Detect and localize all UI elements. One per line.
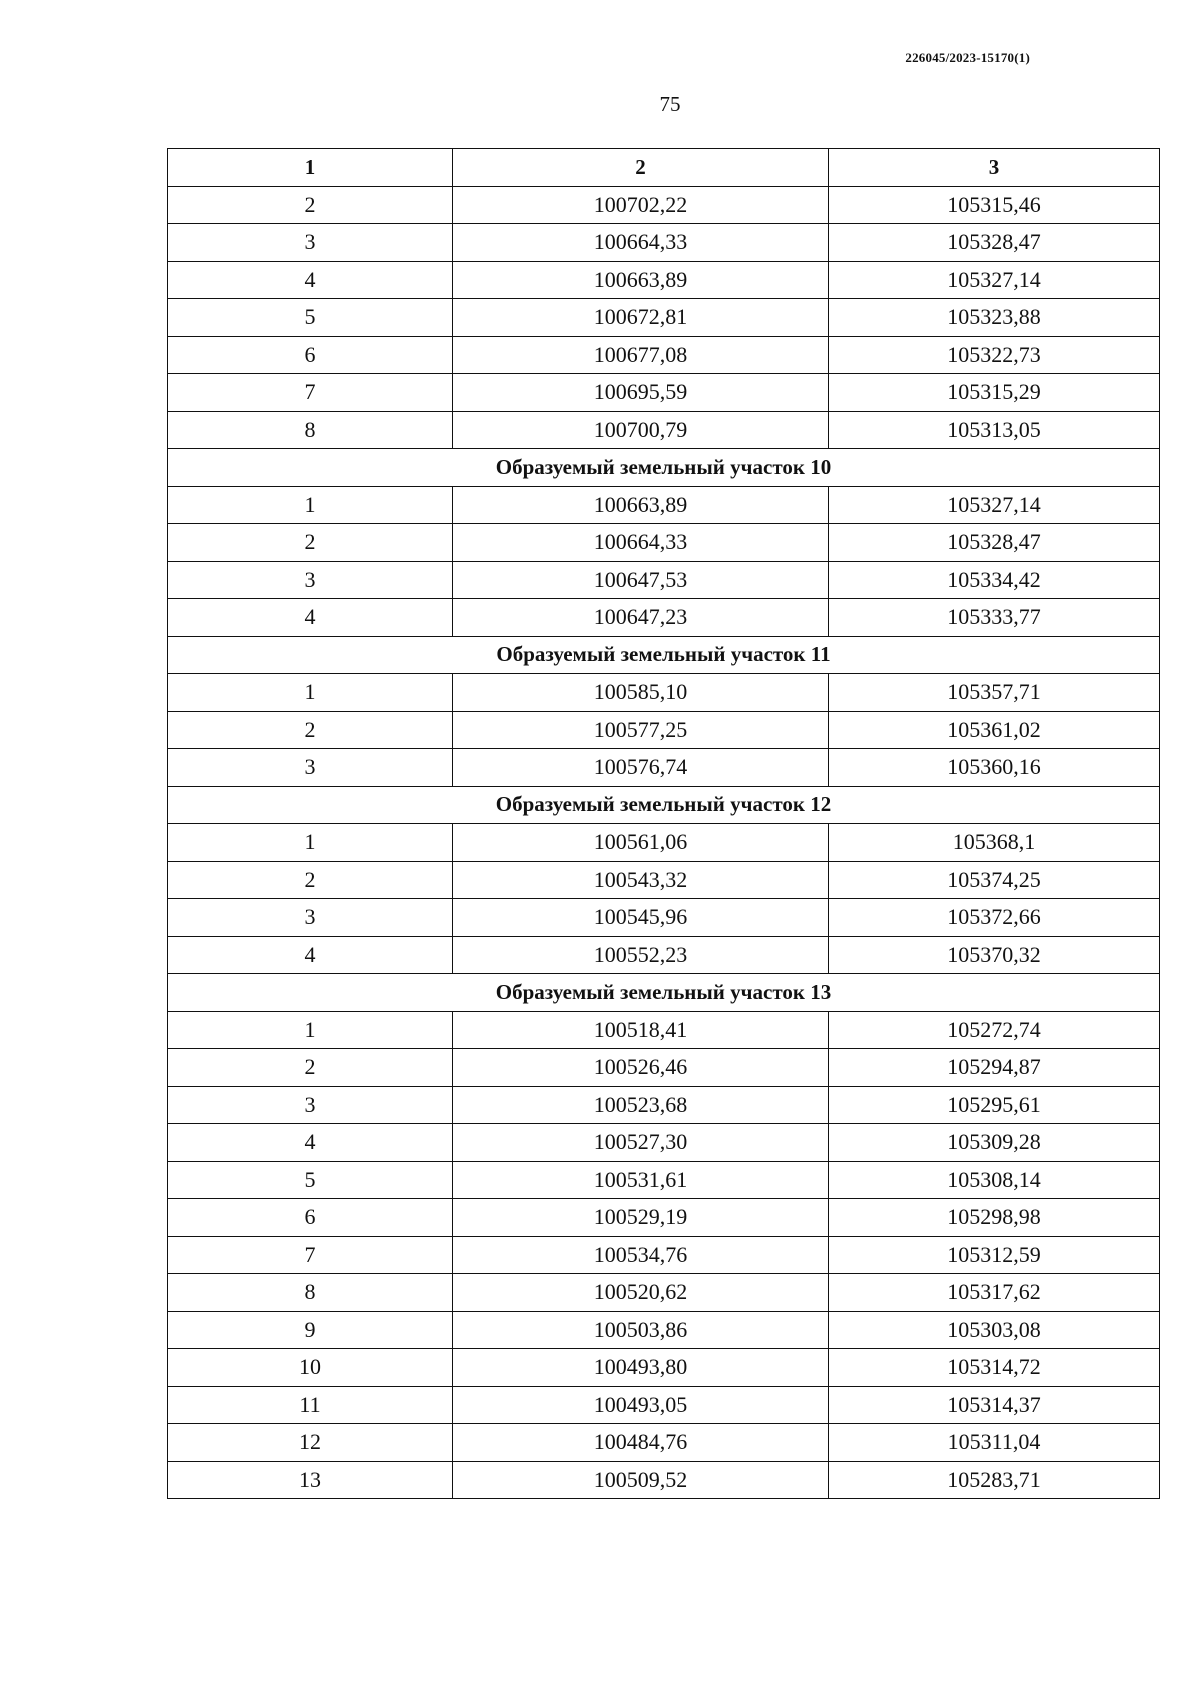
point-number-cell: 6	[168, 336, 453, 374]
table-row	[168, 1011, 1160, 1049]
y-coordinate-cell: 105309,28	[829, 1124, 1160, 1162]
y-coordinate-cell: 105315,29	[829, 374, 1160, 412]
table-row	[168, 374, 1160, 412]
x-coordinate-cell: 100552,23	[453, 936, 829, 974]
point-number-cell: 8	[168, 411, 453, 449]
x-coordinate-cell: 100493,80	[453, 1349, 829, 1387]
table-row	[168, 674, 1160, 712]
y-coordinate-cell: 105361,02	[829, 711, 1160, 749]
y-coordinate-cell: 105374,25	[829, 861, 1160, 899]
table-row	[168, 1124, 1160, 1162]
table-row	[168, 1086, 1160, 1124]
x-coordinate-cell: 100523,68	[453, 1086, 829, 1124]
point-number-cell: 3	[168, 899, 453, 937]
table-row	[168, 561, 1160, 599]
x-coordinate-cell: 100527,30	[453, 1124, 829, 1162]
section-title: Образуемый земельный участок 11	[168, 636, 1160, 674]
point-number-cell: 2	[168, 1049, 453, 1087]
x-coordinate-cell: 100531,61	[453, 1161, 829, 1199]
table-row	[168, 224, 1160, 262]
point-number-cell: 5	[168, 299, 453, 337]
table-row	[168, 899, 1160, 937]
table-row	[168, 861, 1160, 899]
section-row	[168, 449, 1160, 487]
y-coordinate-cell: 105298,98	[829, 1199, 1160, 1237]
point-number-cell: 4	[168, 599, 453, 637]
table-row	[168, 1274, 1160, 1312]
table-row	[168, 261, 1160, 299]
y-coordinate-cell: 105303,08	[829, 1311, 1160, 1349]
section-row	[168, 636, 1160, 674]
table-header	[168, 149, 1160, 187]
point-number-cell: 13	[168, 1461, 453, 1499]
y-coordinate-cell: 105317,62	[829, 1274, 1160, 1312]
x-coordinate-cell: 100529,19	[453, 1199, 829, 1237]
point-number-cell: 1	[168, 486, 453, 524]
y-coordinate-cell: 105322,73	[829, 336, 1160, 374]
table-row	[168, 1349, 1160, 1387]
y-coordinate-cell: 105370,32	[829, 936, 1160, 974]
page-number: 75	[659, 92, 681, 116]
point-number-cell: 2	[168, 186, 453, 224]
x-coordinate-cell: 100545,96	[453, 899, 829, 937]
point-number-cell: 6	[168, 1199, 453, 1237]
x-coordinate-cell: 100663,89	[453, 261, 829, 299]
point-number-cell: 7	[168, 374, 453, 412]
y-coordinate-cell: 105334,42	[829, 561, 1160, 599]
table-row	[168, 1199, 1160, 1237]
table-row	[168, 186, 1160, 224]
x-coordinate-cell: 100518,41	[453, 1011, 829, 1049]
y-coordinate-cell: 105283,71	[829, 1461, 1160, 1499]
table-row	[168, 1049, 1160, 1087]
section-title: Образуемый земельный участок 10	[168, 449, 1160, 487]
y-coordinate-cell: 105372,66	[829, 899, 1160, 937]
y-coordinate-cell: 105328,47	[829, 524, 1160, 562]
x-coordinate-cell: 100509,52	[453, 1461, 829, 1499]
x-coordinate-cell: 100503,86	[453, 1311, 829, 1349]
point-number-cell: 4	[168, 936, 453, 974]
table-row	[168, 411, 1160, 449]
x-coordinate-cell: 100647,23	[453, 599, 829, 637]
point-number-cell: 12	[168, 1424, 453, 1462]
column-header-1: 1	[168, 149, 453, 187]
x-coordinate-cell: 100647,53	[453, 561, 829, 599]
column-header-3: 3	[829, 149, 1160, 187]
y-coordinate-cell: 105323,88	[829, 299, 1160, 337]
table-row	[168, 1424, 1160, 1462]
y-coordinate-cell: 105327,14	[829, 261, 1160, 299]
point-number-cell: 3	[168, 1086, 453, 1124]
document-id: 226045/2023-15170(1)	[905, 50, 1030, 65]
section-title: Образуемый земельный участок 13	[168, 974, 1160, 1012]
x-coordinate-cell: 100576,74	[453, 749, 829, 787]
table-row	[168, 824, 1160, 862]
y-coordinate-cell: 105311,04	[829, 1424, 1160, 1462]
point-number-cell: 11	[168, 1386, 453, 1424]
x-coordinate-cell: 100664,33	[453, 224, 829, 262]
point-number-cell: 3	[168, 749, 453, 787]
y-coordinate-cell: 105314,72	[829, 1349, 1160, 1387]
x-coordinate-cell: 100493,05	[453, 1386, 829, 1424]
x-coordinate-cell: 100577,25	[453, 711, 829, 749]
x-coordinate-cell: 100672,81	[453, 299, 829, 337]
y-coordinate-cell: 105313,05	[829, 411, 1160, 449]
table-row	[168, 336, 1160, 374]
y-coordinate-cell: 105357,71	[829, 674, 1160, 712]
x-coordinate-cell: 100561,06	[453, 824, 829, 862]
y-coordinate-cell: 105295,61	[829, 1086, 1160, 1124]
table-row	[168, 486, 1160, 524]
point-number-cell: 5	[168, 1161, 453, 1199]
y-coordinate-cell: 105327,14	[829, 486, 1160, 524]
y-coordinate-cell: 105294,87	[829, 1049, 1160, 1087]
table-row	[168, 936, 1160, 974]
table-row	[168, 1236, 1160, 1274]
y-coordinate-cell: 105314,37	[829, 1386, 1160, 1424]
point-number-cell: 1	[168, 1011, 453, 1049]
x-coordinate-cell: 100534,76	[453, 1236, 829, 1274]
point-number-cell: 1	[168, 674, 453, 712]
point-number-cell: 2	[168, 861, 453, 899]
point-number-cell: 3	[168, 561, 453, 599]
column-header-2: 2	[453, 149, 829, 187]
x-coordinate-cell: 100585,10	[453, 674, 829, 712]
point-number-cell: 3	[168, 224, 453, 262]
table-row	[168, 299, 1160, 337]
x-coordinate-cell: 100702,22	[453, 186, 829, 224]
section-title: Образуемый земельный участок 12	[168, 786, 1160, 824]
x-coordinate-cell: 100543,32	[453, 861, 829, 899]
point-number-cell: 7	[168, 1236, 453, 1274]
point-number-cell: 4	[168, 1124, 453, 1162]
x-coordinate-cell: 100695,59	[453, 374, 829, 412]
x-coordinate-cell: 100664,33	[453, 524, 829, 562]
point-number-cell: 8	[168, 1274, 453, 1312]
point-number-cell: 2	[168, 524, 453, 562]
x-coordinate-cell: 100520,62	[453, 1274, 829, 1312]
y-coordinate-cell: 105360,16	[829, 749, 1160, 787]
x-coordinate-cell: 100700,79	[453, 411, 829, 449]
x-coordinate-cell: 100526,46	[453, 1049, 829, 1087]
table-row	[168, 1461, 1160, 1499]
y-coordinate-cell: 105368,1	[829, 824, 1160, 862]
coordinates-table	[167, 148, 1160, 1499]
table-row	[168, 749, 1160, 787]
table-row	[168, 599, 1160, 637]
header-row	[168, 149, 1160, 187]
y-coordinate-cell: 105328,47	[829, 224, 1160, 262]
table-row	[168, 1386, 1160, 1424]
y-coordinate-cell: 105308,14	[829, 1161, 1160, 1199]
y-coordinate-cell: 105333,77	[829, 599, 1160, 637]
x-coordinate-cell: 100663,89	[453, 486, 829, 524]
point-number-cell: 10	[168, 1349, 453, 1387]
point-number-cell: 9	[168, 1311, 453, 1349]
table-body	[168, 186, 1160, 1499]
x-coordinate-cell: 100484,76	[453, 1424, 829, 1462]
point-number-cell: 4	[168, 261, 453, 299]
table-row	[168, 1161, 1160, 1199]
table-row	[168, 1311, 1160, 1349]
y-coordinate-cell: 105272,74	[829, 1011, 1160, 1049]
table-row	[168, 524, 1160, 562]
table-row	[168, 711, 1160, 749]
section-row	[168, 974, 1160, 1012]
y-coordinate-cell: 105315,46	[829, 186, 1160, 224]
x-coordinate-cell: 100677,08	[453, 336, 829, 374]
point-number-cell: 1	[168, 824, 453, 862]
point-number-cell: 2	[168, 711, 453, 749]
y-coordinate-cell: 105312,59	[829, 1236, 1160, 1274]
section-row	[168, 786, 1160, 824]
